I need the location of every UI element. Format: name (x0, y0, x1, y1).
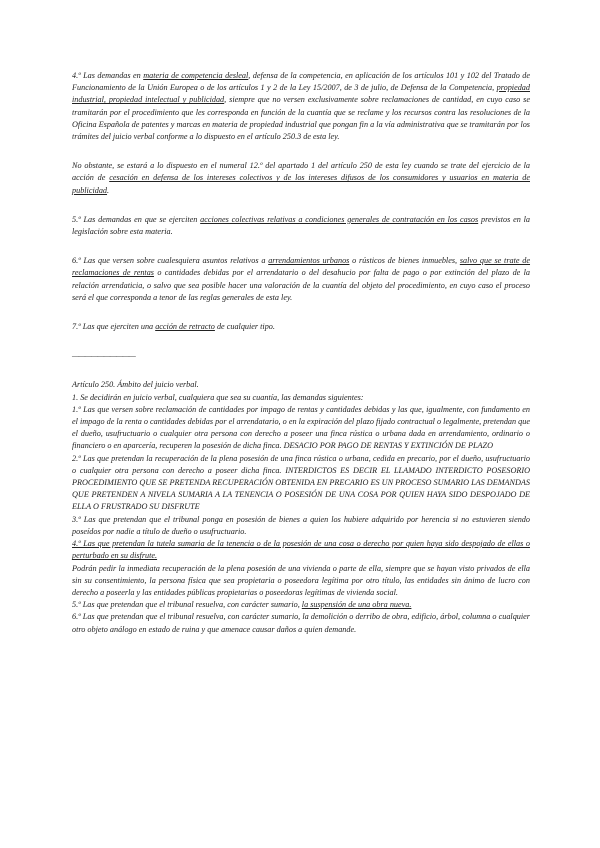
article-subitem-6: 6.º Las que pretendan que el tribunal resuelva, con carácter sumario, la demolición o derribo de obra, edificio, árbol, columna o cualquier otro objeto análogo en estado de ruina y que amenace causar daños a quien demande. (72, 612, 530, 634)
text-run: 7.º Las que ejerciten una (72, 322, 156, 332)
underlined-text: acción de retracto (155, 322, 215, 332)
paragraph-no-obstante (72, 160, 530, 197)
text-run: 5.º Las demandas en que se ejerciten (72, 214, 201, 224)
paragraph-7 (72, 321, 530, 333)
article-subitem-1: 1.º Las que versen sobre reclamación de cantidades por impago de rentas y cantidades debidas y las que, igualmente, con fundamento en el impago de la renta o cantidades debidas por el arrendatario, o en la expiración del plazo fijado contractual o legalmente, pretendan que el dueño, usufructuario o cualquier otra persona con derecho a poseer una finca rústica o urbana dada en arrendamiento, ordinario o financiero o en aparcería, recuperen la posesión de dicha finca. DESACIO POR PAGO DE RENTAS Y EXTINCIÓN DE PLAZO (72, 404, 530, 451)
underlined-text: materia de competencia desleal (143, 71, 249, 80)
text-run: o cantidades debidas por el arrendatario o del desahucio por falta de pago o por extinción del plazo de la relación arrendaticia, o salvo que sea posible hacer una valoración de la cuantía del objeto del procedimiento, en cuyo caso el proceso será el que corresponda a tenor de las reglas generales de esta ley. (72, 268, 530, 302)
text-run: 6.º Las que versen sobre cualesquiera asuntos relativos a (72, 256, 269, 266)
text-run: de cualquier tipo. (214, 322, 275, 332)
paragraph-6 (72, 255, 530, 304)
article-item-1: 1. Se decidirán en juicio verbal, cualquiera que sea su cuantía, las demandas siguientes: (72, 392, 364, 402)
text-run: . (107, 185, 110, 195)
text-run: previstos en la legislación sobre esta materia. (72, 214, 531, 237)
text-run: o rústicos de bienes inmuebles, (349, 256, 460, 266)
underlined-text: la suspensión de una obra nueva. (301, 600, 412, 610)
text-run: , defensa de la competencia, en aplicación de los artículos 101 y 102 del Tratado de Funcionamiento de la Unión Europea o de los artículos 1 y 2 de la Ley 15/2007, de 3 de julio, de Defensa de la Competencia, (72, 71, 531, 93)
article-subitem-4-continuation: Podrán pedir la inmediata recuperación de la plena posesión de una vivienda o parte de ella, siempre que se hayan visto privados de ella sin su consentimiento, la persona física que sea propietaria o poseedora legítima por otro título, las entidades sin ánimo de lucro con derecho a poseerla y las entidades públicas propietarias o poseedoras legítimas de vivienda social. (72, 563, 530, 597)
separator-line: —————————— (72, 351, 135, 361)
underlined-text: arrendamientos urbanos (268, 256, 350, 266)
underlined-text: cesación en defensa de los intereses colectivos y de los intereses difusos de los consumidores y usuarios en materia de publicidad (72, 173, 530, 195)
article-title: Artículo 250. Ámbito del juicio verbal. (72, 380, 199, 390)
paragraph-5 (72, 214, 530, 238)
text-run: No obstante, se estará a lo dispuesto en el numeral 12.º del apartado 1 del artículo 250 de esta ley cuando se trate del ejercicio de la acción de (72, 161, 530, 183)
text-run: 5.º Las que pretendan que el tribunal resuelva, con carácter sumario, (72, 600, 302, 610)
underlined-text: acciones colectivas relativas a condiciones generales de contratación en los casos (200, 214, 479, 224)
article-250 (72, 379, 530, 635)
article-subitem-3: 3.º Las que pretendan que el tribunal ponga en posesión de bienes a quien los hubiere adquirido por herencia si no estuvieren siendo poseídos por nadie a título de dueño o usufructuario. (72, 514, 530, 536)
article-subitem-2: 2.º Las que pretendan la recuperación de la plena posesión de una finca rústica o urbana, cedida en precario, por el dueño, usufructuario o cualquier otra persona con derecho a poseer dicha finca. INTERDICTOS ES DECIR EL LLAMADO INTERDICTO POSESORIO PROCEDIMIENTO QUE SE PRETENDA RECUPERACIÓN OBTENIDA EN PRECARIO ES UN PROCESO SUMARIO LAS DEMANDAS QUE PRETENDEN A NIVELA SUMARIA A LA TENENCIA O POSESIÓN DE UNA COSA POR QUIEN HAYA SIDO DESPOJADO DE ELLA O FRUSTRADO SU DISFRUTE (72, 453, 530, 512)
underlined-text: salvo que se trate de reclamaciones de rentas (72, 256, 531, 278)
text-run: 4.º Las demandas en (72, 71, 144, 80)
document-page (72, 70, 530, 636)
text-run: , siempre que no versen exclusivamente sobre reclamaciones de cantidad, en cuyo caso se tramitarán por el procedimiento que les corresponda en función de la cuantía que se reclame y los recursos contra las resoluciones de la Oficina Española de patentes y marcas en materia de propiedad industrial que pongan fin a la vía administrativa que se tramitarán por los trámites del juicio verbal conforme a lo dispuesto en el artículo 250.3 de esta ley. (72, 95, 530, 142)
article-subitem-5 (72, 599, 530, 611)
paragraph-4 (72, 70, 530, 143)
underlined-text: propiedad industrial, propiedad intelectual y publicidad (72, 83, 530, 105)
article-subitem-4: 4.º Las que pretendan la tutela sumaria de la tenencia o de la posesión de una cosa o derecho por quien haya sido despojado de ellas o perturbado en su disfrute. (72, 539, 530, 561)
